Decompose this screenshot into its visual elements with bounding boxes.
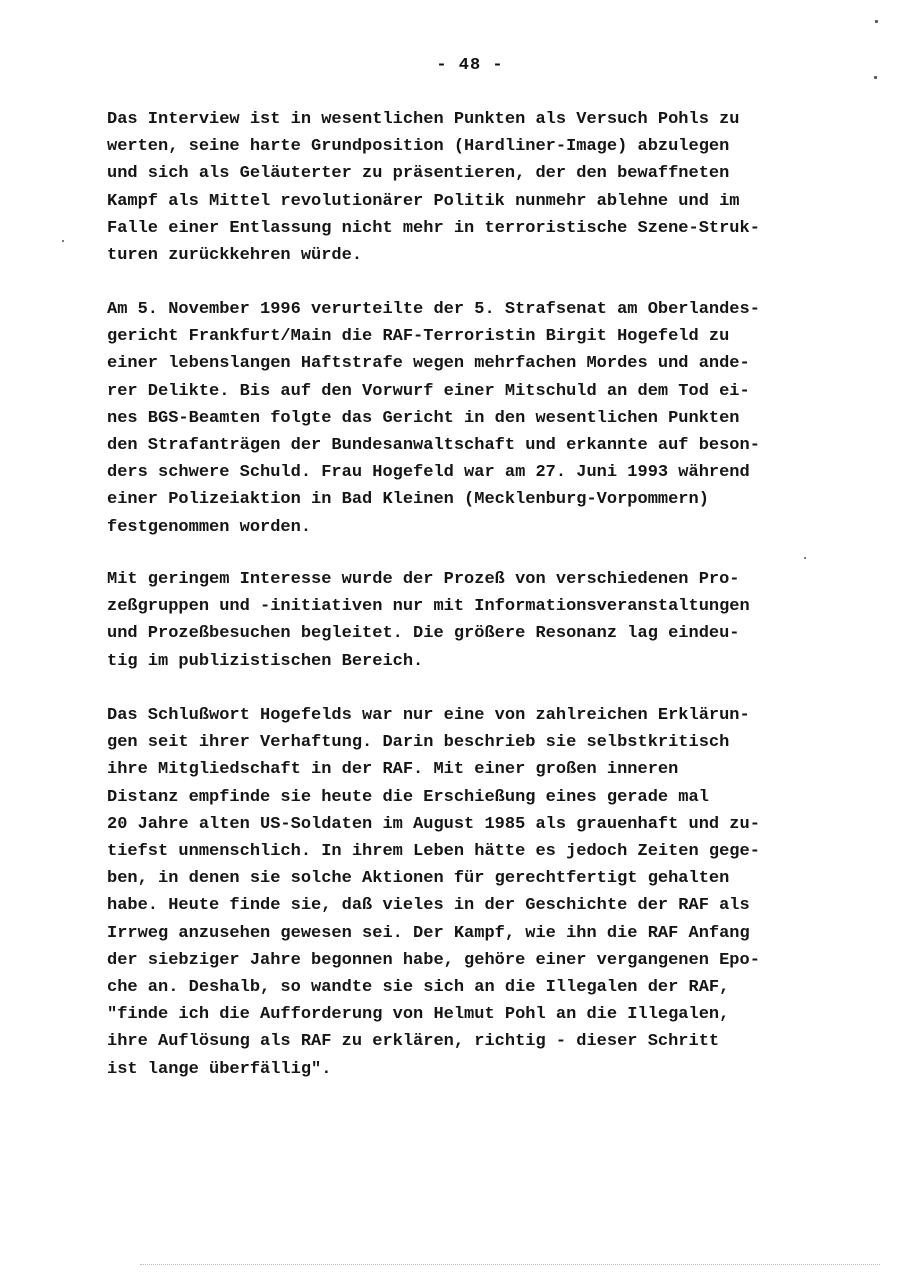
paragraph-trial-interest: Mit geringem Interesse wurde der Prozeß von verschiedenen Pro- zeßgruppen und -initiativen nur mit Informationsveranstaltungen und Prozeßbesuchen begleitet. Die größere Resonanz lag eindeu- tig im publizistischen Bereich.	[107, 570, 750, 671]
paragraph-closing-statement: Das Schlußwort Hogefelds war nur eine von zahlreichen Erklärun- gen seit ihrer Verhaftung. Darin beschrieb sie selbstkritisch ihre Mitgliedschaft in der RAF. Mit einer großen inneren Distanz empfinde sie heute die Erschießung eines gerade mal 20 Jahre alten US-Soldaten im August 1985 als grauenhaft und zu- tiefst unmenschlich. In ihrem Leben hätte es jedoch Zeiten gege- ben, in denen sie solche Aktionen für gerechtfertigt gehalten habe. Heute finde sie, daß vieles in der Geschichte der RAF als Irrweg anzusehen gewesen sei. Der Kampf, wie ihn die RAF Anfang der siebziger Jahre begonnen habe, gehöre einer vergangenen Epo- che an. Deshalb, so wandte sie sich an die Illegalen der RAF, "finde ich die Aufforderung von Helmut Pohl an die Illegalen, ihre Auflösung als RAF zu erklären, richtig - dieser Schritt ist lange überfällig".	[107, 706, 760, 1079]
paragraph-pohl-interview: Das Interview ist in wesentlichen Punkten als Versuch Pohls zu werten, seine harte Grundposition (Hardliner-Image) abzulegen und sich als Geläuterter zu präsentieren, der den bewaffneten Kampf als Mittel revolutionärer Politik nunmehr ablehne und im Falle einer Entlassung nicht mehr in terroristische Szene-Struk- turen zurückkehren würde.	[107, 110, 760, 266]
scan-footer-noise	[140, 1264, 880, 1267]
page-number: - 48 -	[436, 56, 504, 75]
scan-speck	[875, 20, 878, 23]
paragraph-hogefeld-verdict: Am 5. November 1996 verurteilte der 5. Strafsenat am Oberlandes- gericht Frankfurt/Main die RAF-Terroristin Birgit Hogefeld zu einer lebenslangen Haftstrafe wegen mehrfachen Mordes und ande- rer Delikte. Bis auf den Vorwurf einer Mitschuld an dem Tod ei- nes BGS-Beamten folgte das Gericht in den wesentlichen Punkten den Strafanträgen der Bundesanwaltschaft und erkannte auf beson- ders schwere Schuld. Frau Hogefeld war am 27. Juni 1993 während einer Polizeiaktion in Bad Kleinen (Mecklenburg-Vorpommern) festgenommen worden.	[107, 300, 760, 537]
scan-speck	[62, 240, 64, 242]
scan-speck	[874, 76, 877, 79]
scan-speck	[804, 557, 806, 559]
